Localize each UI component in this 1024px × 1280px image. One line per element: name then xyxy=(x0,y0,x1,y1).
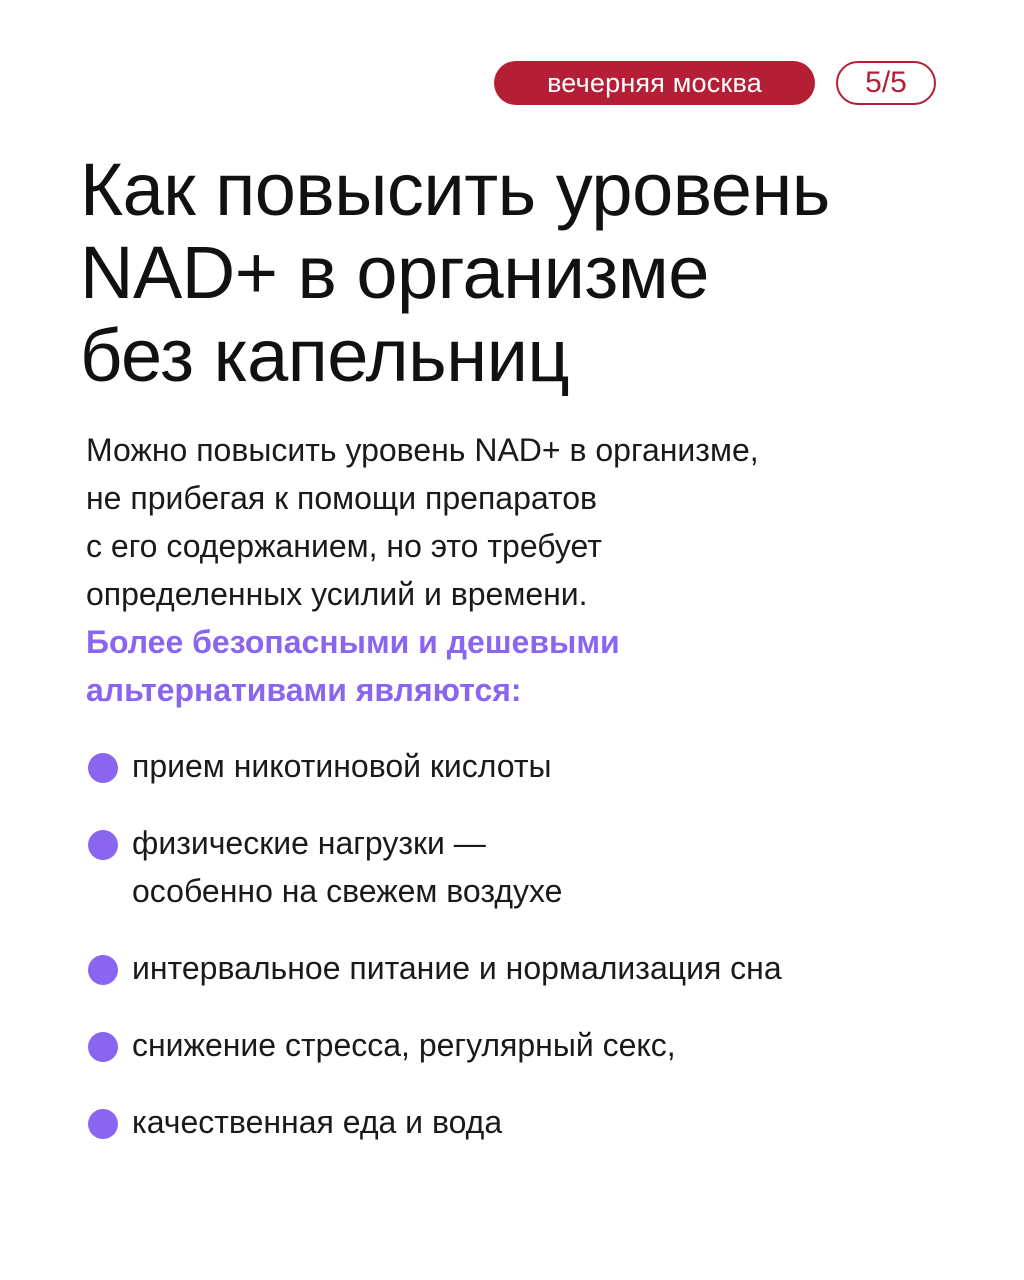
list-item xyxy=(86,944,986,992)
intro-paragraph xyxy=(86,426,966,714)
intro-accent-line: Более безопасными и дешевыми xyxy=(86,624,620,660)
page-indicator: 5/5 xyxy=(836,61,936,105)
list-item-text: качественная еда и вода xyxy=(132,1104,503,1140)
intro-line: Можно повысить уровень NAD+ в организме, xyxy=(86,432,759,468)
title-line: без капельниц xyxy=(80,314,570,397)
list-item xyxy=(86,1098,986,1146)
bullet-dot-icon xyxy=(88,1032,118,1062)
page-title xyxy=(80,148,980,397)
bullet-dot-icon xyxy=(88,955,118,985)
brand-badge: вечерняя москва xyxy=(494,61,815,105)
bullet-dot-icon xyxy=(88,1109,118,1139)
list-item xyxy=(86,819,986,915)
intro-accent-line: альтернативами являются: xyxy=(86,672,522,708)
intro-line: с его содержанием, но это требует xyxy=(86,528,602,564)
list-item-text: прием никотиновой кислоты xyxy=(132,748,552,784)
title-line: NAD+ в организме xyxy=(80,231,709,314)
intro-line: не прибегая к помощи препаратов xyxy=(86,480,598,516)
list-item-text: особенно на свежем воздухе xyxy=(132,873,563,909)
list-item-text: снижение стресса, регулярный секс, xyxy=(132,1027,676,1063)
bullet-dot-icon xyxy=(88,753,118,783)
list-item-text: интервальное питание и нормализация сна xyxy=(132,950,782,986)
intro-line: определенных усилий и времени. xyxy=(86,576,588,612)
list-item-text: физические нагрузки — xyxy=(132,825,486,861)
alternatives-list xyxy=(86,742,986,1175)
list-item xyxy=(86,1021,986,1069)
title-line: Как повысить уровень xyxy=(80,148,830,231)
list-item xyxy=(86,742,986,790)
bullet-dot-icon xyxy=(88,830,118,860)
